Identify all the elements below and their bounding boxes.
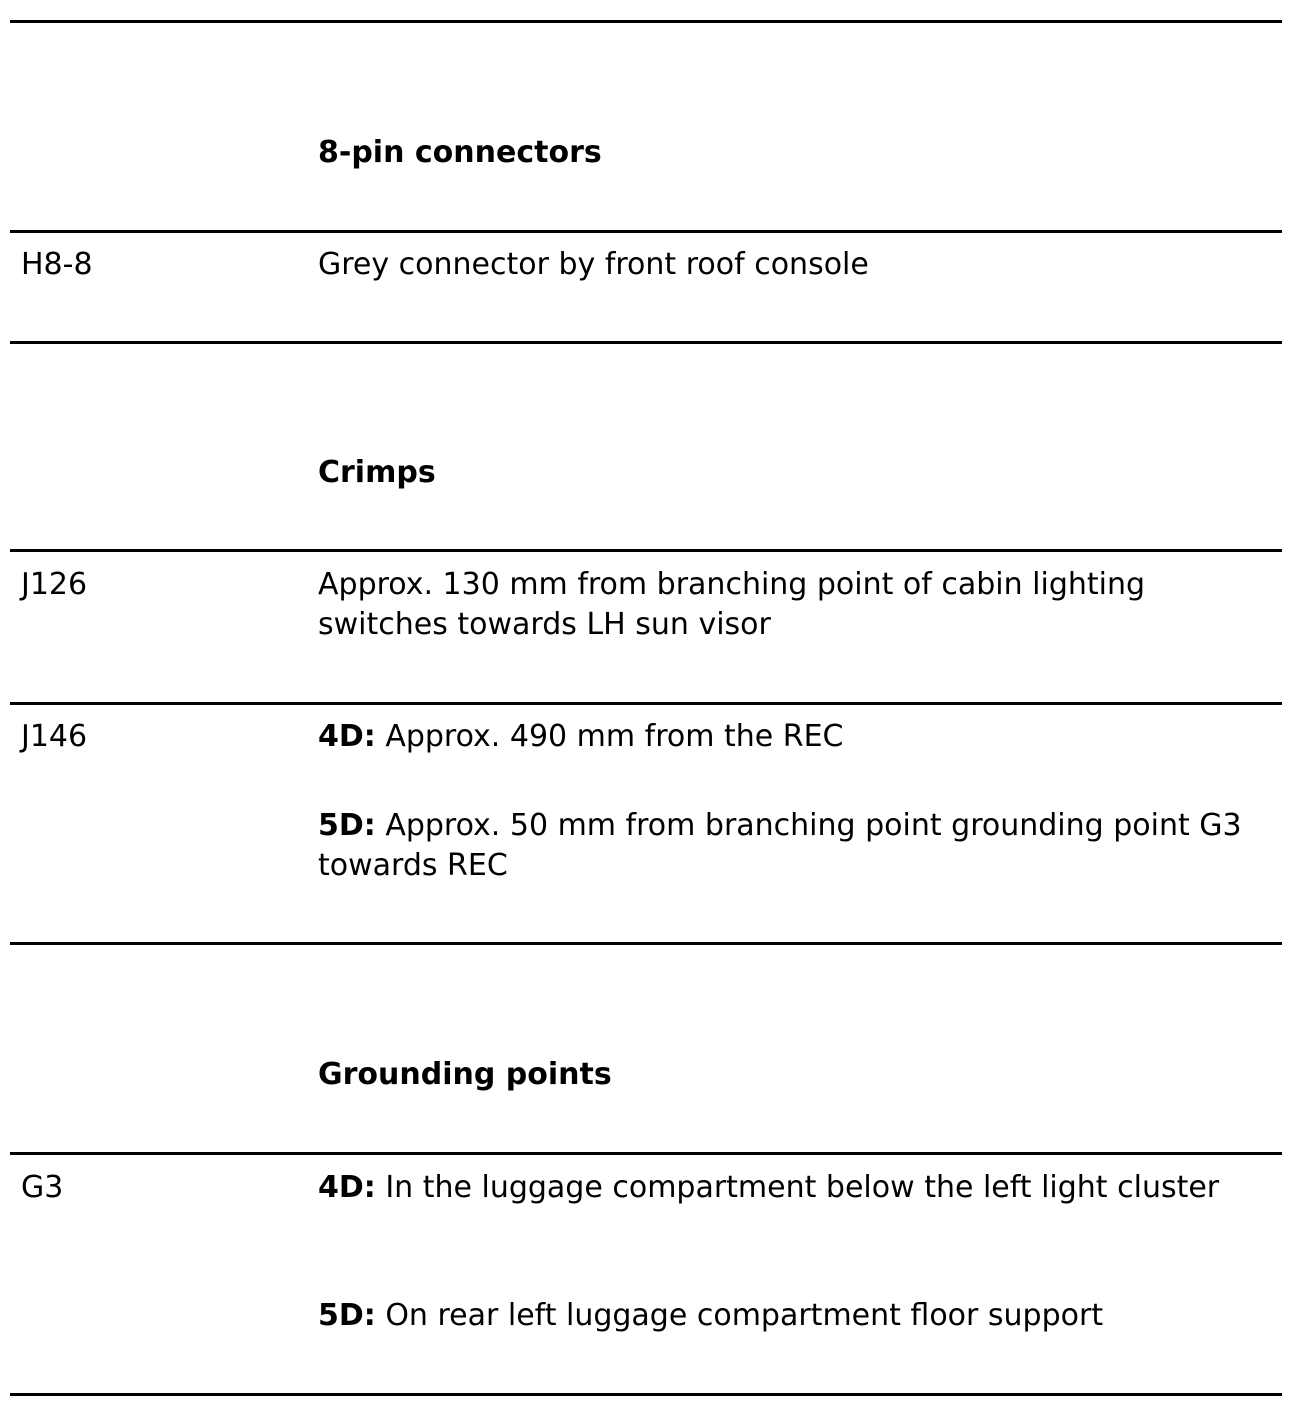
section-heading-crimps: Crimps	[318, 455, 436, 490]
variant-label: 4D:	[318, 1170, 376, 1205]
variant-text: In the luggage compartment below the left light cluster	[375, 1170, 1220, 1205]
section-heading-8-pin-connectors: 8-pin connectors	[318, 135, 602, 170]
variant-text: Approx. 50 mm from branching point grounding point G3 towards REC	[318, 808, 1242, 883]
table-rule	[10, 230, 1282, 233]
table-rule	[10, 549, 1282, 552]
variant-text: Approx. 490 mm from the REC	[375, 719, 844, 754]
row-code: J126	[21, 567, 88, 602]
row-code: H8-8	[21, 247, 93, 282]
row-description-variant	[318, 1168, 1268, 1208]
table-rule	[10, 1152, 1282, 1155]
row-description: Approx. 130 mm from branching point of cabin lighting switches towards LH sun visor	[318, 567, 1146, 642]
row-code: G3	[21, 1170, 64, 1205]
table-rule	[10, 1393, 1282, 1396]
variant-label: 5D:	[318, 808, 376, 843]
table-rule	[10, 942, 1282, 945]
variant-text: On rear left luggage compartment floor support	[375, 1298, 1104, 1333]
row-description-variant	[318, 806, 1268, 886]
variant-label: 5D:	[318, 1298, 376, 1333]
row-code: J146	[21, 719, 88, 754]
row-description-variant	[318, 717, 1268, 757]
row-description: Grey connector by front roof console	[318, 247, 869, 282]
table-rule	[10, 20, 1282, 23]
table-rule	[10, 341, 1282, 344]
section-heading-grounding-points: Grounding points	[318, 1057, 612, 1092]
table-rule	[10, 702, 1282, 705]
variant-label: 4D:	[318, 719, 376, 754]
row-description-variant	[318, 1296, 1268, 1336]
